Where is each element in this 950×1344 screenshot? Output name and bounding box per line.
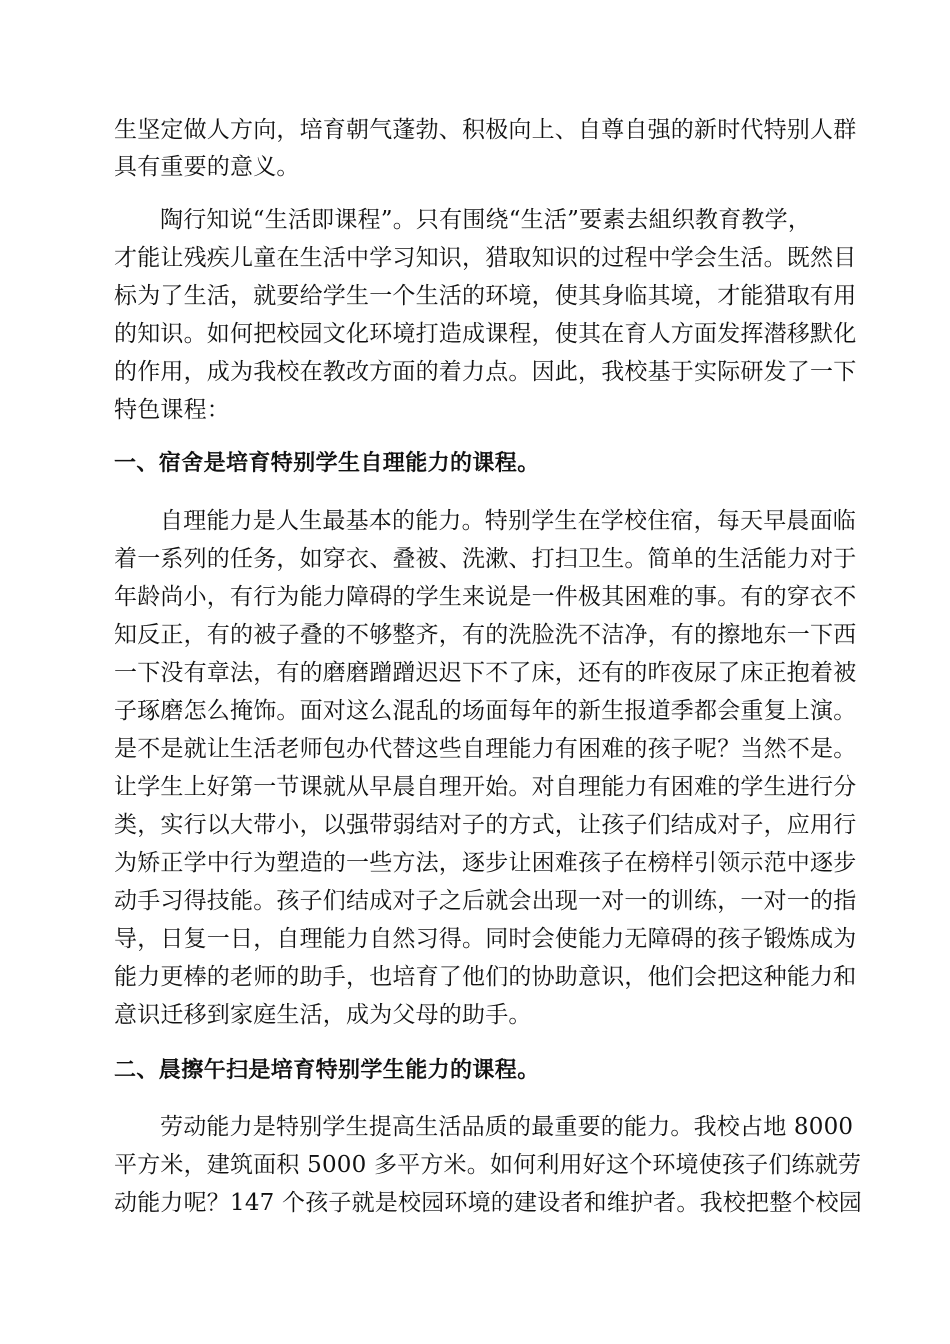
text-line: 一下没有章法，有的磨磨蹭蹭迟迟下不了床，还有的昨夜尿了床正抱着被	[114, 660, 857, 686]
text-line: 子琢磨怎么掩饰。面对这么混乱的场面每年的新生报道季都会重复上演。	[114, 698, 857, 724]
text-line: 标为了生活，就要给学生一个生活的环境，使其身临其境，才能猎取有用	[114, 283, 857, 309]
text-line: 年龄尚小，有行为能力障碍的学生来说是一件极其困难的事。有的穿衣不	[114, 584, 857, 610]
text-line: 特色课程：	[114, 397, 230, 423]
text-line: 为矫正学中行为塑造的一些方法，逐步让困难孩子在榜样引领示范中逐步	[114, 850, 857, 876]
text-line: 是不是就让生活老师包办代替这些自理能力有困难的孩子呢？当然不是。	[114, 736, 857, 762]
text-line: 具有重要的意义。	[114, 154, 300, 180]
text-line: 意识迁移到家庭生活，成为父母的助手。	[114, 1002, 532, 1028]
section-heading: 一、宿舍是培育特别学生自理能力的课程。	[114, 451, 540, 476]
text-line: 导，日复一日，自理能力自然习得。同时会使能力无障碍的孩子锻炼成为	[114, 926, 857, 952]
text-line: 能力更棒的老师的助手，也培育了他们的协助意识，他们会把这种能力和	[114, 964, 857, 990]
text-line: 陶行知说“生活即课程”。只有围绕“生活”要素去組织教育教学，	[160, 207, 812, 233]
text-line: 劳动能力是特别学生提高生活品质的最重要的能力。我校占地 8000	[160, 1114, 854, 1140]
text-line: 才能让残疾儿童在生活中学习知识，猎取知识的过程中学会生活。既然目	[114, 245, 857, 271]
text-line: 知反正，有的被子叠的不够整齐，有的洗脸洗不洁净，有的擦地东一下西	[114, 622, 857, 648]
text-line: 动能力呢？147 个孩子就是校园环境的建设者和维护者。我校把整个校园	[114, 1190, 863, 1216]
text-line: 的知识。如何把校园文化环境打造成课程，使其在育人方面发挥潜移默化	[114, 321, 857, 347]
text-line: 平方米，建筑面积 5000 多平方米。如何利用好这个环境使孩子们练就劳	[114, 1152, 862, 1178]
text-line: 的作用，成为我校在教改方面的着力点。因此，我校基于实际研发了一下	[114, 359, 857, 385]
text-line: 让学生上好第一节课就从早晨自理开始。对自理能力有困难的学生进行分	[114, 774, 857, 800]
text-line: 类，实行以大带小，以强带弱结对子的方式，让孩子们结成对子，应用行	[114, 812, 857, 838]
text-line: 着一系列的任务，如穿衣、叠被、洗漱、打扫卫生。简单的生活能力对于	[114, 546, 857, 572]
text-line: 生坚定做人方向，培育朝气蓬勃、积极向上、自尊自强的新时代特别人群	[114, 117, 857, 143]
text-line: 动手习得技能。孩子们结成对子之后就会出现一对一的训练，一对一的指	[114, 888, 857, 914]
text-line: 自理能力是人生最基本的能力。特别学生在学校住宿，每天早晨面临	[160, 508, 856, 534]
section-heading: 二、晨擦午扫是培育特别学生能力的课程。	[114, 1058, 540, 1083]
